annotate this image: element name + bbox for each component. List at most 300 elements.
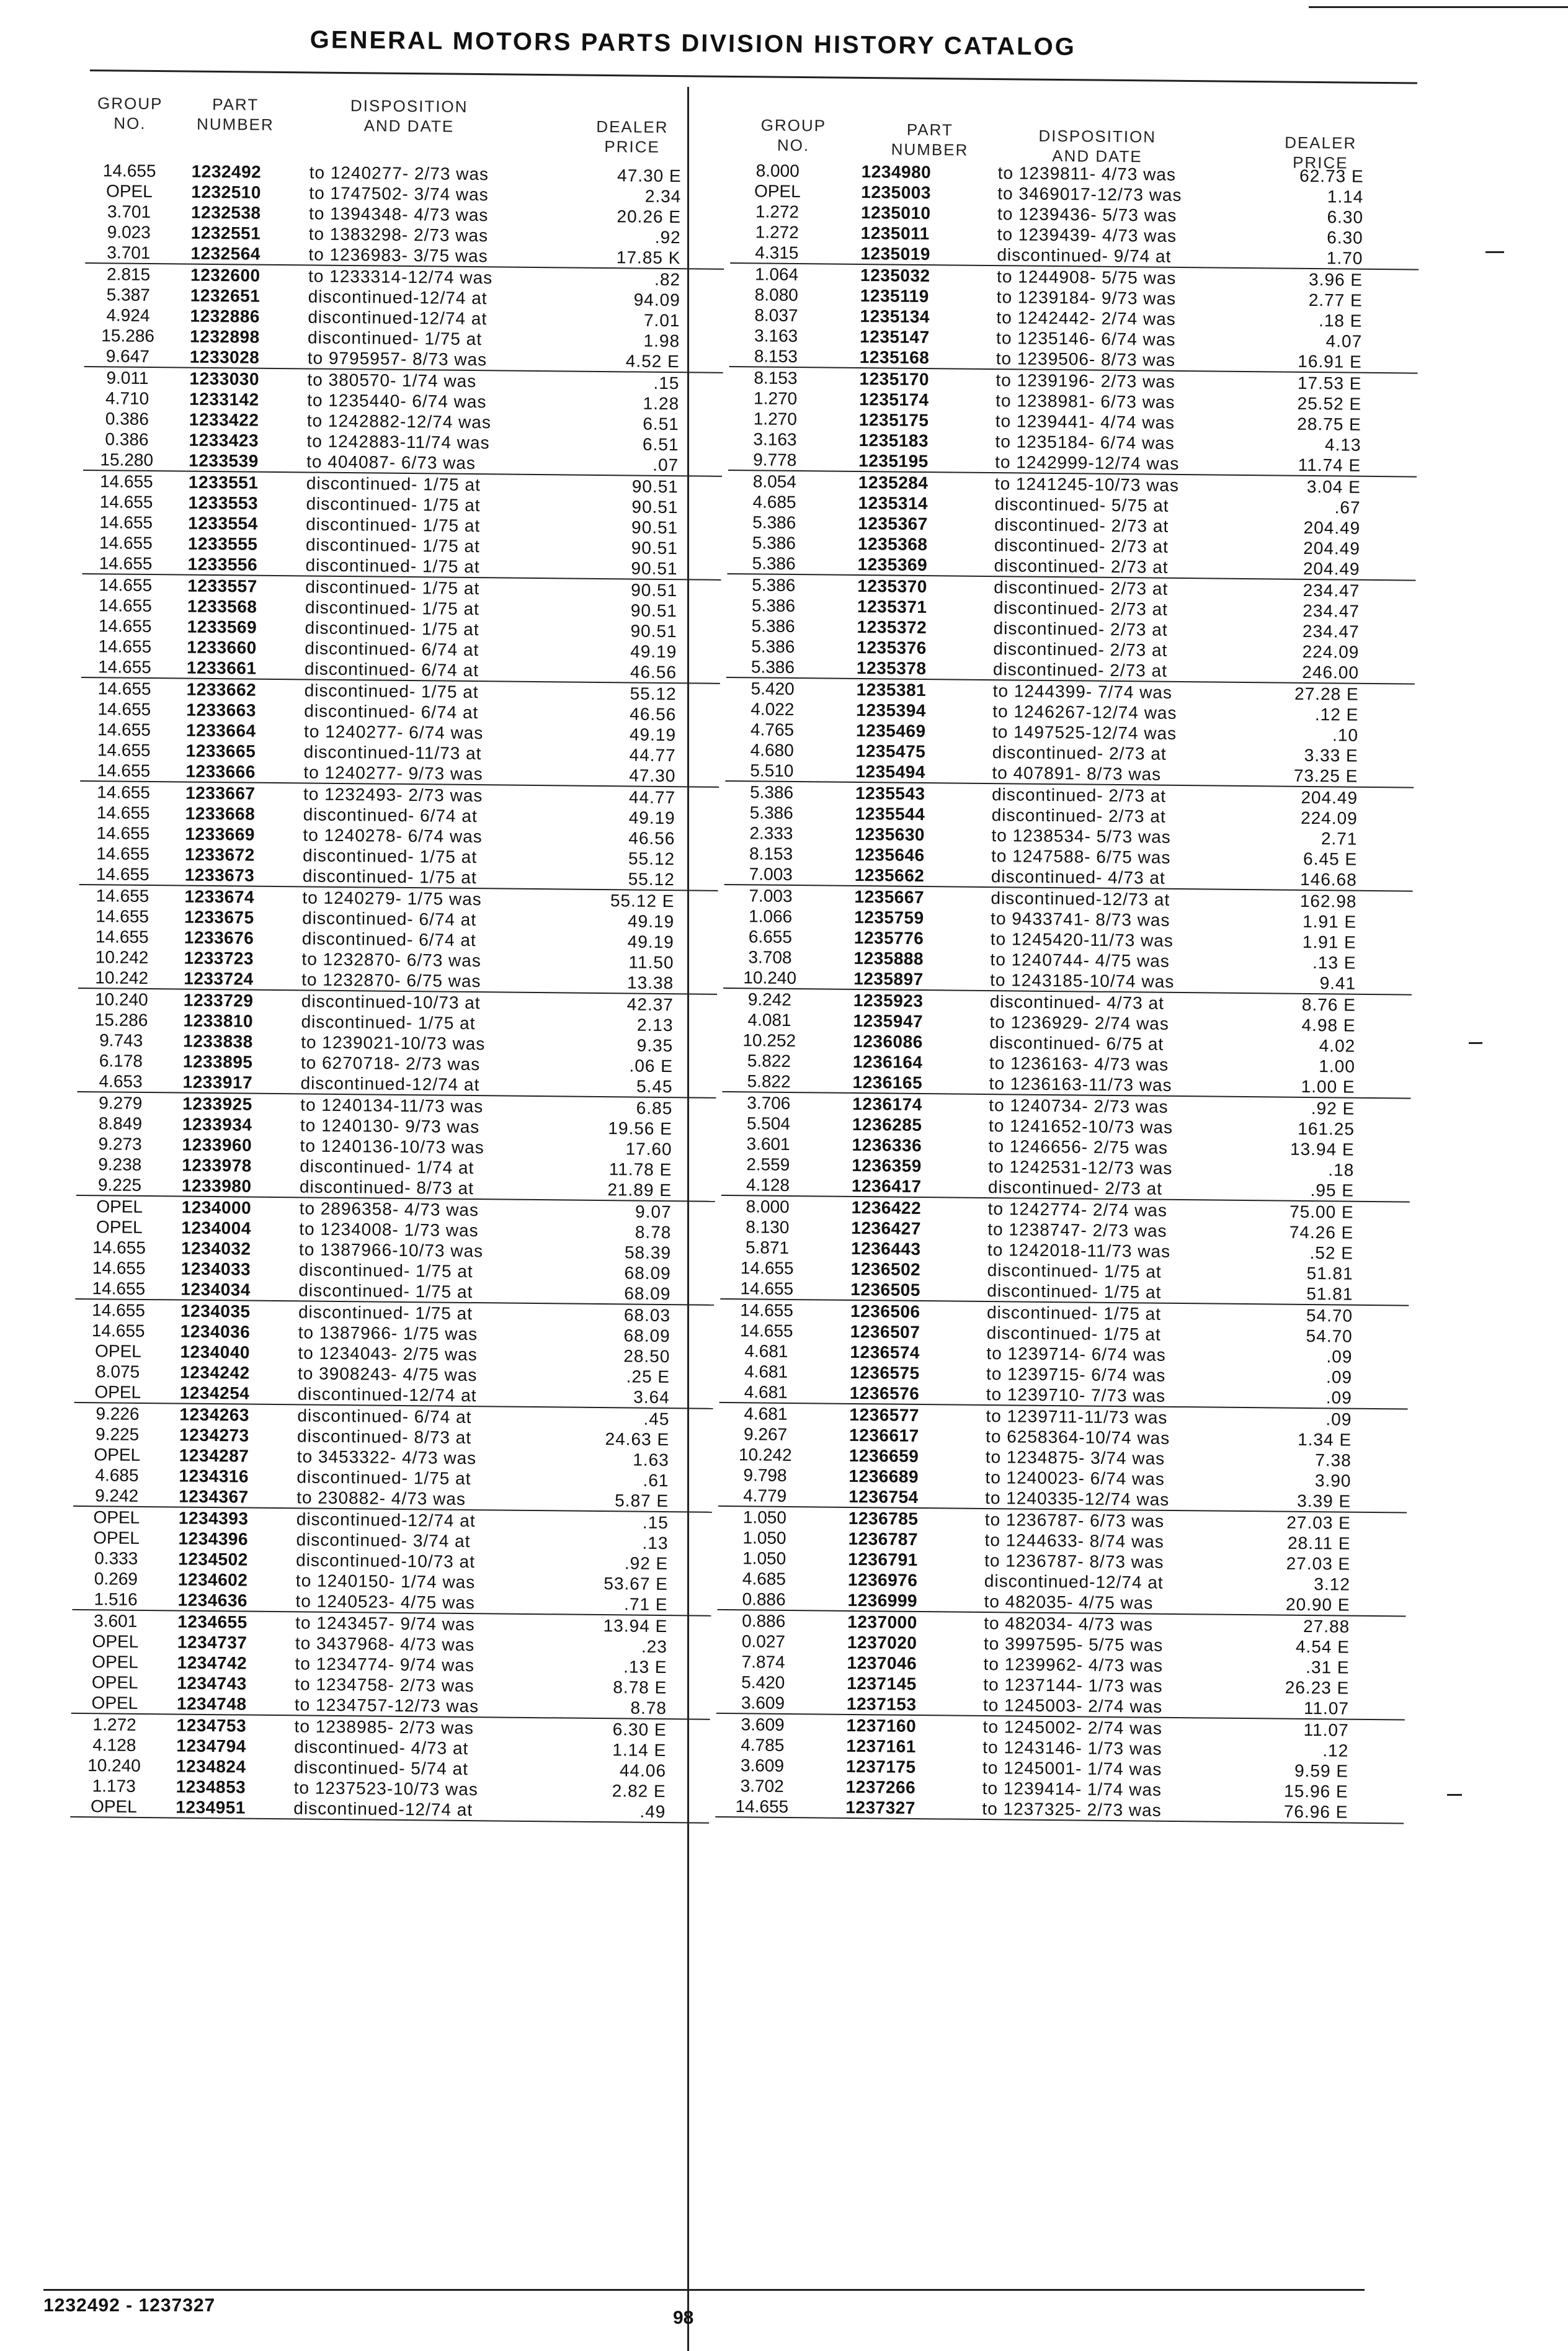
part-range: 1232492 - 1237327: [43, 2295, 216, 2316]
group-number: 4.785: [741, 1735, 785, 1755]
group-number: 14.655: [99, 471, 153, 492]
group-number: OPEL: [94, 1445, 141, 1465]
part-number: 1237266: [845, 1777, 916, 1797]
group-number: 10.252: [742, 1030, 796, 1051]
left-rows: [70, 160, 725, 1824]
part-number: 1237327: [845, 1797, 916, 1818]
part-number: 1236164: [852, 1051, 923, 1073]
dealer-price: 17.60: [625, 1139, 672, 1159]
dealer-price: 1.00: [1319, 1056, 1356, 1076]
part-number: 1236659: [849, 1445, 919, 1466]
part-number: 1234794: [176, 1736, 246, 1756]
disposition: to 1234758- 2/73 was: [295, 1674, 474, 1696]
group-number: 14.655: [102, 161, 156, 181]
part-number: 1234242: [179, 1362, 250, 1383]
group-number: 4.022: [751, 699, 795, 720]
part-number: 1234263: [179, 1404, 250, 1425]
disposition: to 1387966-10/73 was: [298, 1239, 484, 1261]
dealer-price: 44.77: [628, 787, 676, 808]
group-number: 5.386: [751, 616, 795, 636]
part-number: 1236785: [848, 1508, 919, 1528]
group-number: 4.680: [750, 740, 794, 761]
part-number: 1235667: [854, 886, 925, 908]
part-number: 1235646: [854, 844, 925, 865]
disposition: discontinued- 5/75 at: [994, 494, 1169, 515]
group-number: 9.778: [753, 450, 797, 470]
group-number: 8.849: [98, 1113, 143, 1133]
part-number: 1235314: [858, 493, 929, 514]
disposition: to 1236163- 4/73 was: [989, 1053, 1169, 1074]
part-number: 1234753: [176, 1715, 247, 1736]
dealer-price: .25 E: [626, 1367, 670, 1387]
part-number: 1233668: [185, 803, 256, 824]
part-number: 1233539: [189, 450, 259, 471]
group-number: 5.822: [747, 1051, 791, 1071]
group-number: 1.272: [92, 1715, 136, 1734]
disposition: discontinued- 1/75 at: [305, 535, 481, 556]
group-number: 8.054: [752, 471, 797, 492]
group-number: 15.286: [94, 1010, 148, 1030]
margin-mark: [1486, 251, 1504, 253]
header-group: GROUP NO.: [97, 94, 163, 133]
disposition: to 1237523-10/73 was: [293, 1778, 478, 1800]
dealer-price: 162.98: [1299, 891, 1357, 911]
group-number: 7.874: [741, 1652, 785, 1672]
dealer-price: 9.07: [635, 1202, 672, 1222]
dealer-price: 13.38: [626, 973, 674, 993]
part-number: 1235368: [857, 533, 928, 555]
part-number: 1237145: [847, 1673, 917, 1693]
part-number: 1236427: [851, 1218, 922, 1239]
disposition: to 3908243- 4/75 was: [297, 1363, 478, 1385]
group-number: 9.226: [96, 1404, 140, 1424]
disposition: to 1236787- 8/73 was: [984, 1551, 1164, 1572]
dealer-price: 76.96 E: [1283, 1801, 1348, 1822]
dealer-price: 161.25: [1298, 1118, 1355, 1139]
part-number: 1234287: [179, 1445, 249, 1466]
part-number: 1236086: [853, 1031, 923, 1052]
part-number: 1237020: [847, 1632, 917, 1653]
disposition: discontinued- 6/74 at: [305, 638, 479, 660]
group-number: 9.242: [747, 989, 792, 1009]
group-number: 14.655: [97, 679, 151, 699]
dealer-price: 8.78: [630, 1698, 667, 1718]
part-number: 1236576: [849, 1383, 920, 1403]
part-number: 1235630: [855, 824, 925, 845]
dealer-price: .07: [653, 455, 679, 475]
part-number: 1235119: [860, 286, 929, 306]
page-number: 98: [673, 2308, 694, 2328]
dealer-price: 27.03 E: [1286, 1553, 1351, 1574]
group-number: 4.681: [744, 1382, 788, 1402]
disposition: to 1245001- 1/74 was: [982, 1758, 1162, 1779]
part-number: 1233663: [186, 700, 257, 720]
disposition: to 1242442- 2/74 was: [996, 308, 1176, 329]
part-number: 1233669: [185, 824, 256, 844]
dealer-price: 2.34: [644, 186, 682, 207]
part-number: 1233662: [186, 679, 257, 700]
dealer-price: 46.56: [628, 828, 675, 849]
dealer-price: 90.51: [631, 517, 679, 538]
group-number: 5.510: [750, 761, 794, 781]
part-number: 1236976: [847, 1569, 918, 1590]
part-number: 1234737: [177, 1632, 247, 1653]
group-number: 1.270: [753, 409, 798, 429]
group-number: 7.003: [749, 864, 793, 884]
part-number: 1235019: [860, 244, 931, 264]
group-number: 10.242: [95, 968, 149, 988]
group-number: 3.163: [754, 326, 798, 346]
dealer-price: 68.09: [624, 1263, 671, 1283]
part-number: 1234273: [179, 1425, 249, 1445]
dealer-price: 49.19: [630, 641, 677, 662]
part-number: 1235475: [855, 741, 926, 762]
group-number: 5.871: [745, 1238, 790, 1257]
part-number: 1235378: [856, 658, 927, 679]
disposition: discontinued- 1/75 at: [986, 1323, 1161, 1344]
part-number: 1234502: [178, 1549, 248, 1569]
disposition: to 1236929- 2/74 was: [989, 1012, 1169, 1033]
part-number: 1235897: [853, 968, 924, 989]
part-number: 1234035: [180, 1301, 251, 1321]
part-number: 1233810: [183, 1010, 254, 1031]
group-number: 5.386: [752, 533, 796, 553]
disposition: to 1247588- 6/75 was: [991, 846, 1171, 867]
group-number: 14.655: [99, 533, 153, 553]
disposition: discontinued- 6/74 at: [301, 929, 476, 950]
disposition: to 1232870- 6/75 was: [301, 970, 481, 991]
disposition: to 1240734- 2/73 was: [989, 1095, 1169, 1117]
group-number: 1.516: [94, 1589, 138, 1609]
group-number: 4.685: [752, 492, 796, 512]
part-number: 1233142: [189, 389, 259, 409]
disposition: to 1245420-11/73 was: [990, 929, 1174, 950]
part-number: 1236999: [847, 1590, 918, 1610]
group-number: 3.163: [753, 429, 797, 450]
disposition: discontinued- 1/75 at: [306, 494, 481, 515]
dealer-price: 4.02: [1319, 1036, 1356, 1056]
disposition: to 1239436- 5/73 was: [997, 204, 1177, 225]
dealer-price: .31 E: [1306, 1657, 1350, 1677]
dealer-price: 55.12 E: [610, 891, 675, 911]
part-number: 1233667: [185, 783, 256, 803]
part-number: 1233978: [182, 1155, 252, 1176]
part-number: 1235947: [853, 1010, 924, 1032]
dealer-price: 55.12: [628, 869, 675, 890]
part-number: 1234951: [176, 1797, 246, 1818]
disposition: to 1240277- 6/74 was: [303, 721, 484, 743]
part-number: 1234824: [176, 1756, 246, 1777]
dealer-price: 2.82 E: [612, 1781, 666, 1801]
disposition: discontinued- 1/75 at: [298, 1280, 473, 1302]
disposition: to 1241245-10/73 was: [994, 474, 1180, 495]
dealer-price: 17.53 E: [1297, 373, 1362, 393]
disposition: to 1236983- 3/75 was: [308, 244, 488, 266]
group-number: OPEL: [93, 1507, 140, 1527]
dealer-price: .09: [1325, 1409, 1352, 1429]
disposition: to 230882- 4/73 was: [296, 1488, 466, 1509]
group-number: 3.601: [746, 1134, 790, 1154]
disposition: to 404087- 6/73 was: [306, 452, 476, 473]
dealer-price: 44.06: [619, 1760, 667, 1781]
dealer-price: 204.49: [1303, 538, 1361, 558]
disposition: discontinued- 1/75 at: [296, 1467, 471, 1489]
group-number: OPEL: [96, 1197, 143, 1216]
disposition: discontinued- 6/74 at: [304, 701, 479, 723]
dealer-price: 26.23 E: [1285, 1677, 1350, 1698]
dealer-price: 1.28: [643, 393, 680, 414]
disposition: discontinued- 1/75 at: [304, 680, 479, 702]
disposition: discontinued- 1/75 at: [987, 1260, 1162, 1282]
part-number: 1233030: [189, 368, 260, 389]
dealer-price: 54.70: [1306, 1305, 1353, 1326]
dealer-price: 90.51: [630, 600, 678, 621]
group-number: 4.685: [742, 1569, 786, 1589]
disposition: to 1238747- 2/73 was: [987, 1220, 1167, 1241]
disposition: discontinued- 8/73 at: [296, 1426, 472, 1448]
dealer-price: 6.45 E: [1303, 849, 1358, 869]
group-number: 9.279: [99, 1093, 143, 1113]
header-price: DEALER PRICE: [596, 117, 669, 156]
dealer-price: 90.51: [631, 476, 679, 497]
disposition: discontinued-12/74 at: [984, 1571, 1164, 1592]
dealer-price: .09: [1326, 1347, 1353, 1367]
dealer-price: 49.19: [629, 725, 677, 745]
dealer-price: 2.71: [1321, 829, 1358, 849]
part-number: 1233934: [182, 1114, 252, 1135]
disposition: to 1243457- 9/74 was: [295, 1613, 475, 1635]
disposition: to 2896358- 4/73 was: [299, 1198, 479, 1220]
disposition: to 1240134-11/73 was: [300, 1095, 484, 1117]
dealer-price: 2.13: [636, 1015, 674, 1035]
group-number: 4.681: [744, 1404, 788, 1424]
disposition: discontinued- 1/75 at: [302, 866, 477, 888]
disposition: to 9433741- 8/73 was: [991, 909, 1170, 930]
group-number: 14.655: [98, 657, 151, 677]
dealer-price: 1.63: [633, 1450, 669, 1470]
group-number: 14.655: [739, 1321, 793, 1341]
group-number: 3.609: [741, 1715, 785, 1734]
dealer-price: .09: [1325, 1388, 1352, 1407]
disposition: to 1236163-11/73 was: [989, 1074, 1172, 1095]
dealer-price: 4.54 E: [1295, 1636, 1350, 1657]
dealer-price: 204.49: [1303, 558, 1360, 579]
part-number: 1233980: [181, 1176, 252, 1196]
disposition: to 6258364-10/74 was: [985, 1427, 1170, 1448]
group-number: 9.011: [106, 368, 149, 388]
group-number: 0.027: [741, 1631, 786, 1651]
disposition: discontinued-12/74 at: [293, 1798, 473, 1820]
group-number: 14.655: [96, 886, 149, 906]
dealer-price: 68.03: [623, 1305, 671, 1326]
group-number: 9.273: [98, 1134, 142, 1154]
disposition: discontinued- 6/74 at: [303, 805, 478, 826]
part-number: 1236417: [851, 1176, 922, 1197]
part-number: 1236285: [852, 1114, 922, 1135]
part-number: 1233554: [188, 513, 258, 533]
part-number: 1236336: [852, 1135, 922, 1156]
disposition: to 1234008- 1/73 was: [299, 1219, 479, 1241]
dealer-price: .10: [1332, 725, 1359, 745]
dealer-price: 11.07: [1303, 1698, 1350, 1718]
disposition: discontinued- 1/75 at: [305, 597, 480, 619]
dealer-price: 8.76 E: [1301, 994, 1356, 1015]
dealer-price: 73.25 E: [1293, 765, 1358, 786]
disposition: to 1240744- 4/75 was: [990, 950, 1170, 971]
group-number: 8.037: [754, 305, 798, 326]
part-number: 1233674: [184, 886, 255, 907]
disposition: discontinued- 2/73 at: [993, 639, 1168, 660]
disposition: discontinued- 2/73 at: [991, 805, 1166, 826]
disposition: to 1242774- 2/74 was: [987, 1199, 1168, 1220]
disposition: to 1244633- 8/74 was: [984, 1530, 1164, 1551]
group-number: 8.153: [754, 346, 798, 367]
part-number: 1235381: [856, 679, 927, 700]
dealer-price: 3.12: [1314, 1574, 1351, 1594]
header-group: GROUP NO.: [760, 115, 827, 155]
dealer-price: 4.13: [1324, 435, 1361, 455]
dealer-price: 27.03 E: [1286, 1512, 1351, 1533]
dealer-price: 51.81: [1306, 1283, 1353, 1304]
dealer-price: 28.50: [623, 1346, 670, 1367]
disposition: discontinued-12/74 at: [297, 1384, 477, 1406]
dealer-price: 224.09: [1300, 808, 1358, 828]
dealer-price: 234.47: [1303, 580, 1360, 600]
part-number: 1233895: [182, 1051, 253, 1072]
disposition: to 1235146- 6/74 was: [996, 328, 1176, 349]
disposition: to 1244908- 5/75 was: [996, 267, 1177, 288]
disposition: to 1244399- 7/74 was: [992, 681, 1173, 702]
dealer-price: .92: [654, 227, 681, 248]
dealer-price: 7.01: [643, 310, 680, 331]
group-number: 9.267: [743, 1424, 788, 1444]
group-number: 14.655: [740, 1258, 794, 1278]
disposition: discontinued- 3/74 at: [296, 1530, 471, 1551]
part-number: 1234743: [177, 1673, 247, 1693]
disposition: discontinued-12/74 at: [308, 307, 488, 329]
dealer-price: 1.91 E: [1302, 932, 1356, 952]
disposition: discontinued-10/73 at: [296, 1550, 476, 1572]
group-number: OPEL: [91, 1693, 138, 1713]
disposition: discontinued-12/74 at: [308, 287, 488, 308]
dealer-price: 15.96 E: [1283, 1781, 1348, 1801]
disposition: to 1240335-12/74 was: [985, 1488, 1170, 1509]
part-number: 1236443: [850, 1238, 921, 1259]
group-number: 8.153: [754, 368, 798, 388]
dealer-price: .49: [639, 1801, 666, 1822]
disposition: to 1239441- 4/74 was: [995, 411, 1175, 432]
disposition: to 407891- 8/73 was: [992, 763, 1162, 784]
disposition: to 1240523- 4/75 was: [295, 1591, 476, 1613]
part-number: 1234742: [177, 1653, 247, 1673]
group-number: 6.178: [99, 1051, 143, 1071]
group-number: 5.386: [749, 803, 793, 823]
group-number: 1.050: [742, 1528, 786, 1548]
part-number: 1235923: [853, 990, 924, 1011]
disposition: discontinued- 2/73 at: [987, 1177, 1163, 1198]
part-number: 1234254: [179, 1383, 250, 1403]
dealer-price: 4.07: [1325, 331, 1363, 351]
group-number: 4.681: [744, 1341, 788, 1361]
group-number: 3.601: [94, 1611, 138, 1631]
dealer-price: 204.49: [1303, 517, 1361, 538]
disposition: discontinued- 4/73 at: [989, 992, 1164, 1013]
dealer-price: 11.50: [628, 952, 674, 973]
disposition: to 1245003- 2/74 was: [982, 1695, 1163, 1716]
disposition: to 1232870- 6/73 was: [301, 949, 481, 971]
group-number: 4.681: [744, 1362, 788, 1381]
group-number: 14.655: [91, 1321, 145, 1341]
part-number: 1236359: [852, 1155, 922, 1176]
group-number: 10.240: [87, 1755, 141, 1775]
group-number: 1.270: [753, 388, 798, 409]
header-part: PART NUMBER: [891, 120, 969, 159]
part-number: 1235544: [855, 803, 925, 824]
header-part: PART NUMBER: [196, 94, 274, 134]
group-number: 1.272: [755, 202, 800, 222]
dealer-price: 28.75 E: [1297, 414, 1361, 434]
dealer-price: 49.19: [627, 932, 674, 952]
part-number: 1234602: [177, 1569, 248, 1590]
dealer-price: 3.33 E: [1304, 745, 1358, 765]
group-number: 5.386: [751, 636, 795, 657]
group-number: 5.386: [751, 596, 796, 616]
part-number: 1236791: [848, 1549, 918, 1569]
group-number: 4.081: [747, 1010, 791, 1030]
group-number: 8.000: [746, 1197, 790, 1216]
group-number: OPEL: [754, 181, 801, 202]
part-number: 1233422: [189, 409, 259, 430]
part-number: 1234748: [176, 1693, 247, 1714]
disposition: discontinued- 2/73 at: [991, 785, 1167, 806]
disposition: discontinued- 1/75 at: [987, 1281, 1162, 1302]
dealer-price: 1.14 E: [612, 1740, 667, 1760]
group-number: 4.685: [95, 1465, 139, 1485]
part-number: 1235759: [854, 907, 924, 928]
group-number: 8.075: [96, 1362, 140, 1381]
part-number: 1233661: [186, 658, 257, 678]
dealer-price: 90.51: [631, 497, 679, 517]
disposition: discontinued- 2/73 at: [992, 743, 1167, 764]
dealer-price: .13 E: [1312, 953, 1356, 973]
disposition: to 1243185-10/74 was: [990, 970, 1175, 991]
group-number: 3.706: [747, 1093, 791, 1113]
dealer-price: .95 E: [1310, 1180, 1355, 1200]
group-number: 7.003: [749, 886, 793, 906]
dealer-price: .18: [1328, 1160, 1355, 1180]
disposition: to 1237325- 2/73 was: [982, 1799, 1162, 1820]
group-number: 9.798: [743, 1465, 787, 1485]
part-number: 1233028: [189, 347, 260, 367]
dealer-price: 5.87 E: [615, 1491, 669, 1511]
part-number: 1235469: [855, 720, 926, 741]
dealer-price: 1.70: [1326, 248, 1363, 268]
group-number: 4.710: [105, 388, 149, 408]
group-number: 2.815: [106, 264, 151, 284]
dealer-price: 6.30 E: [612, 1720, 667, 1740]
disposition: to 1497525-12/74 was: [992, 722, 1177, 743]
part-number: 1232886: [190, 306, 261, 326]
disposition: to 1240277- 9/73 was: [303, 762, 483, 784]
left-column: [70, 87, 726, 1824]
disposition: to 1239715- 6/74 was: [986, 1364, 1166, 1385]
part-number: 1233569: [187, 617, 257, 637]
dealer-price: 11.74 E: [1298, 455, 1361, 475]
disposition: discontinued- 1/74 at: [300, 1156, 474, 1178]
dealer-price: 16.91 E: [1298, 351, 1362, 372]
group-number: 8.130: [746, 1217, 790, 1237]
dealer-price: 90.51: [631, 580, 678, 600]
